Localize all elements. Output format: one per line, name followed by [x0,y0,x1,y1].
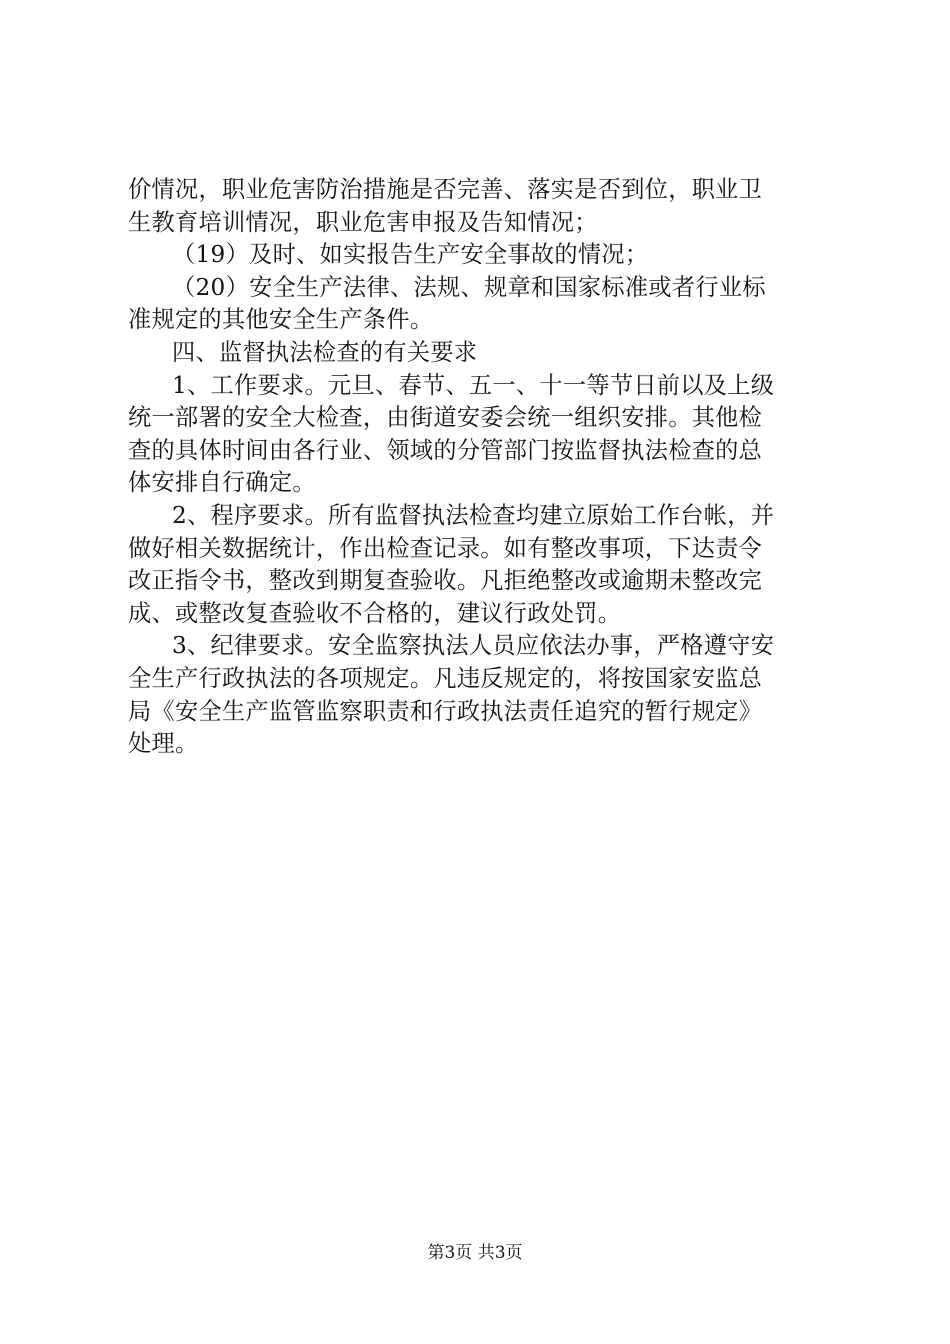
text-line: 处理。 [128,730,199,758]
text-line: 查的具体时间由各行业、领域的分管部门按监督执法检查的总 [128,436,763,464]
text-line: 全生产行政执法的各项规定。凡违反规定的，将按国家安监总 [128,664,763,692]
text-line: 价情况，职业危害防治措施是否完善、落实是否到位，职业卫 [128,176,763,203]
text-line: 统一部署的安全大检查，由街道安委会统一组织安排。其他检 [128,404,763,432]
text-line: 局《安全生产监管监察职责和行政执法责任追究的暂行规定》 [128,697,763,725]
paragraph-discipline-requirements: 3、纪律要求。安全监察执法人员应依法办事，严格遵守安 [172,632,775,660]
text-line: 成、或整改复查验收不合格的，建议行政处罚。 [128,599,622,627]
paragraph-procedure-requirements: 2、程序要求。所有监督执法检查均建立原始工作台帐，并 [172,501,775,529]
text-line: 做好相关数据统计，作出检查记录。如有整改事项，下达责令 [128,534,763,562]
list-item-20: （20）安全生产法律、法规、规章和国家标准或者行业标 [172,273,766,301]
paragraph-work-requirements: 1、工作要求。元旦、春节、五一、十一等节日前以及上级 [172,371,775,399]
list-item-19: （19）及时、如实报告生产安全事故的情况； [172,241,649,269]
text-line: 改正指令书，整改到期复查验收。凡拒绝整改或逾期未整改完 [128,567,763,595]
section-heading: 四、监督执法检查的有关要求 [172,338,478,366]
text-line: 体安排自行确定。 [128,469,316,497]
document-body [128,174,832,761]
text-line: 准规定的其他安全生产条件。 [128,306,434,334]
text-line: 生教育培训情况，职业危害申报及告知情况； [128,208,598,236]
page-number: 第3页 共3页 [427,1243,523,1263]
page-footer [0,1242,950,1264]
